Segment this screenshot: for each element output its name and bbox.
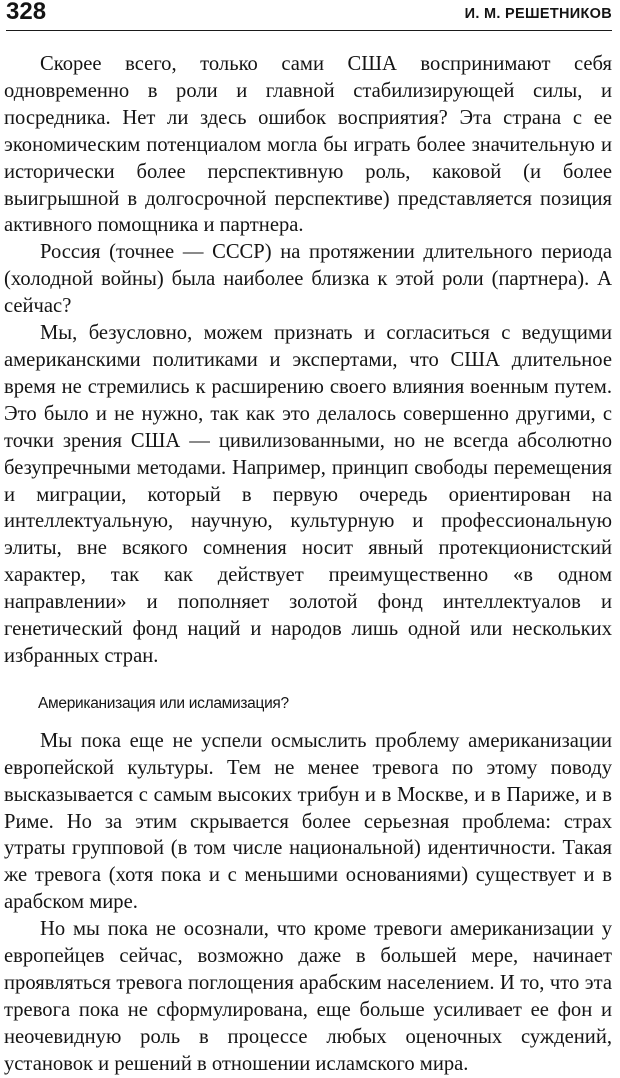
page-header bbox=[6, 0, 612, 31]
paragraph: Мы пока еще не успели осмыслить проблему американизации европейской культуры. Тем не менее тревога по этому поводу высказывается с самым высоких трибун и в Москве, и в Париже, и в Риме. Но за этим скрывается более серьезная проблема: страх утраты групповой (в том числе национальной) идентичности. Такая же тревога (хотя пока и с меньшими основаниями) существует и в арабском мире. bbox=[4, 729, 612, 914]
paragraph: Россия (точнее — СССР) на протяжении длительного периода (холодной войны) была наиболее близка к этой роли (партнера). А сейчас? bbox=[4, 241, 612, 318]
running-head-author: И. М. РЕШЕТНИКОВ bbox=[464, 6, 612, 22]
paragraph: Но мы пока не осознали, что кроме тревоги американизации у европейцев сейчас, возможно даже в большей мере, начинает проявляться тревога поглощения арабским населением. И то, что эта тревога пока не сформулирована, еще больше усиливает ее фон и неочевидную роль в процессе любых оценочных суждений, установок и решений в отношении исламского мира. bbox=[4, 918, 612, 1075]
paragraph: Скорее всего, только сами США воспринимают себя одновременно в роли и главной стабилизирующей силы, и посредника. Нет ли здесь ошибок восприятия? Эта страна с ее экономическим потенциалом могла бы играть более значительную и исторически более перспективную роль, каковой (и более выигрышной в долгосрочной перспективе) представляется позиция активного помощника и партнера. bbox=[4, 53, 612, 237]
page-number: 328 bbox=[6, 0, 47, 25]
body-text bbox=[4, 51, 612, 1078]
section-title: Американизация или исламизация? bbox=[38, 694, 289, 712]
paragraph: Мы, безусловно, можем признать и согласиться с ведущими американскими политиками и экспертами, что США длительное время не стремились к расширению своего влияния военным путем. Это было и не нужно, так как это делалось совершенно другими, с точки зрения США — цивилизованными, но не всегда абсолютно безупречными методами. Например, принцип свободы перемещения и миграции, который в первую очередь ориентирован на интеллектуальную, научную, культурную и профессиональную элиты, вне всякого сомнения носит явный протекционистский характер, так как действует преимущественно «в одном направлении» и пополняет золотой фонд интеллектуалов и генетический фонд наций и народов лишь одной или нескольких избранных стран. bbox=[4, 322, 612, 667]
